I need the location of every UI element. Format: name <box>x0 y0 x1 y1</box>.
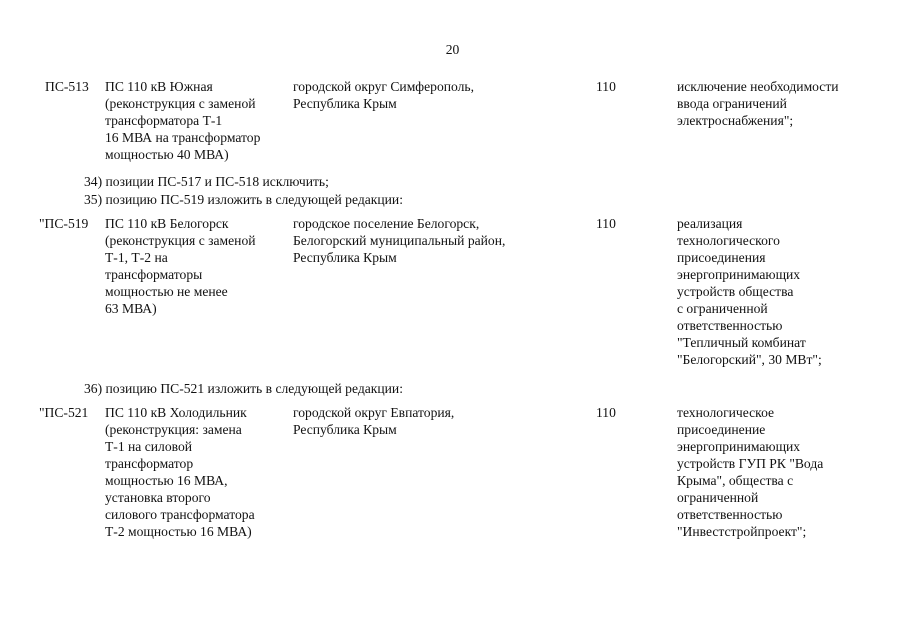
voltage: 110 <box>596 79 616 94</box>
location: городской округ Евпатория, Республика Крым <box>293 405 455 437</box>
instruction-34: 34) позиции ПС-517 и ПС-518 исключить; <box>84 174 329 189</box>
justification: реализация технологического присоединения энергопринимающих устройств общества с ограниченной ответственностью "Тепличный комбинат "Белогорский", 30 МВт"; <box>677 216 822 367</box>
instruction-35: 35) позицию ПС-519 изложить в следующей редакции: <box>84 192 403 207</box>
justification: исключение необходимости ввода ограничений электроснабжения"; <box>677 79 839 128</box>
substation-name: ПС 110 кВ Холодильник (реконструкция: замена Т-1 на силовой трансформатор мощностью 16 МВА, установка второго силового трансформатора Т-2 мощностью 16 МВА) <box>105 405 255 539</box>
position-code: "ПС-519 <box>39 216 89 231</box>
position-code: ПС-513 <box>45 79 89 94</box>
instruction-36: 36) позицию ПС-521 изложить в следующей редакции: <box>84 381 403 396</box>
page-number: 20 <box>445 42 460 57</box>
location: городское поселение Белогорск, Белогорский муниципальный район, Республика Крым <box>293 216 506 265</box>
voltage: 110 <box>596 216 616 231</box>
location: городской округ Симферополь, Республика Крым <box>293 79 475 111</box>
substation-name: ПС 110 кВ Южная (реконструкция с заменой трансформатора Т-1 16 МВА на трансформатор мощностью 40 МВА) <box>105 79 261 162</box>
substation-name: ПС 110 кВ Белогорск (реконструкция с заменой Т-1, Т-2 на трансформаторы мощностью не менее 63 МВА) <box>105 216 256 316</box>
voltage: 110 <box>596 405 616 420</box>
position-code: "ПС-521 <box>39 405 89 420</box>
justification: технологическое присоединение энергопринимающих устройств ГУП РК "Вода Крыма", общества с ограниченной ответственностью "Инвестстройпроект"; <box>677 405 824 539</box>
